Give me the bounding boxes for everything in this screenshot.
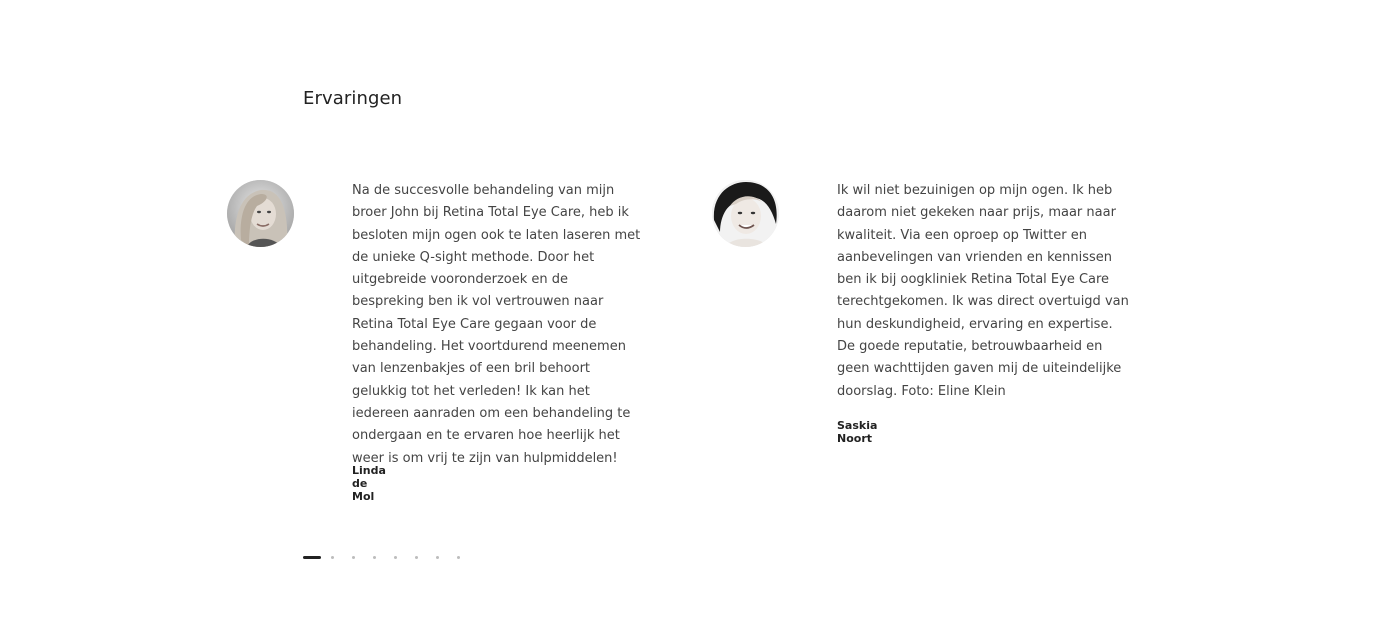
avatar [227, 180, 294, 247]
testimonial-author: Saskia Noort [837, 419, 878, 445]
avatar [712, 180, 779, 247]
pagination-dot-4[interactable] [373, 556, 376, 559]
testimonial-quote: Ik wil niet bezuinigen op mijn ogen. Ik heb daarom niet gekeken naar prijs, maar naar kwaliteit. Via een oproep op Twitter en aanbevelingen van vrienden en kennissen ben ik bij oogkliniek Retina Total Eye Care terechtgekomen. Ik was direct overtuigd van hun deskundigheid, ervaring en expertise. De goede reputatie, betrouwbaarheid en geen wachttijden gaven mij de uiteindelijke doorslag. Foto: Eline Klein [837, 183, 1129, 399]
pagination-dot-6[interactable] [415, 556, 418, 559]
pagination-dot-2[interactable] [331, 556, 334, 559]
testimonial-author: Linda de Mol [352, 464, 386, 503]
pagination-dot-7[interactable] [436, 556, 439, 559]
pagination-dot-5[interactable] [394, 556, 397, 559]
portrait-photo-icon [712, 180, 779, 247]
portrait-photo-icon [227, 180, 294, 247]
carousel-pagination [303, 556, 478, 559]
section-title: Ervaringen [303, 88, 403, 109]
pagination-dot-1[interactable] [303, 556, 321, 559]
pagination-dot-8[interactable] [457, 556, 460, 559]
pagination-dot-3[interactable] [352, 556, 355, 559]
testimonial-quote: Na de succesvolle behandeling van mijn broer John bij Retina Total Eye Care, heb ik besloten mijn ogen ook te laten laseren met de unieke Q-sight methode. Door het uitgebreide vooronderzoek en de bespreking ben ik vol vertrouwen naar Retina Total Eye Care gegaan voor de behandeling. Het voortdurend meenemen van lenzenbakjes of een bril behoort gelukkig tot het verleden! Ik kan het iedereen aanraden om een behandeling te ondergaan en te ervaren hoe heerlijk het weer is om vrij te zijn van hulpmiddelen! [352, 183, 641, 466]
